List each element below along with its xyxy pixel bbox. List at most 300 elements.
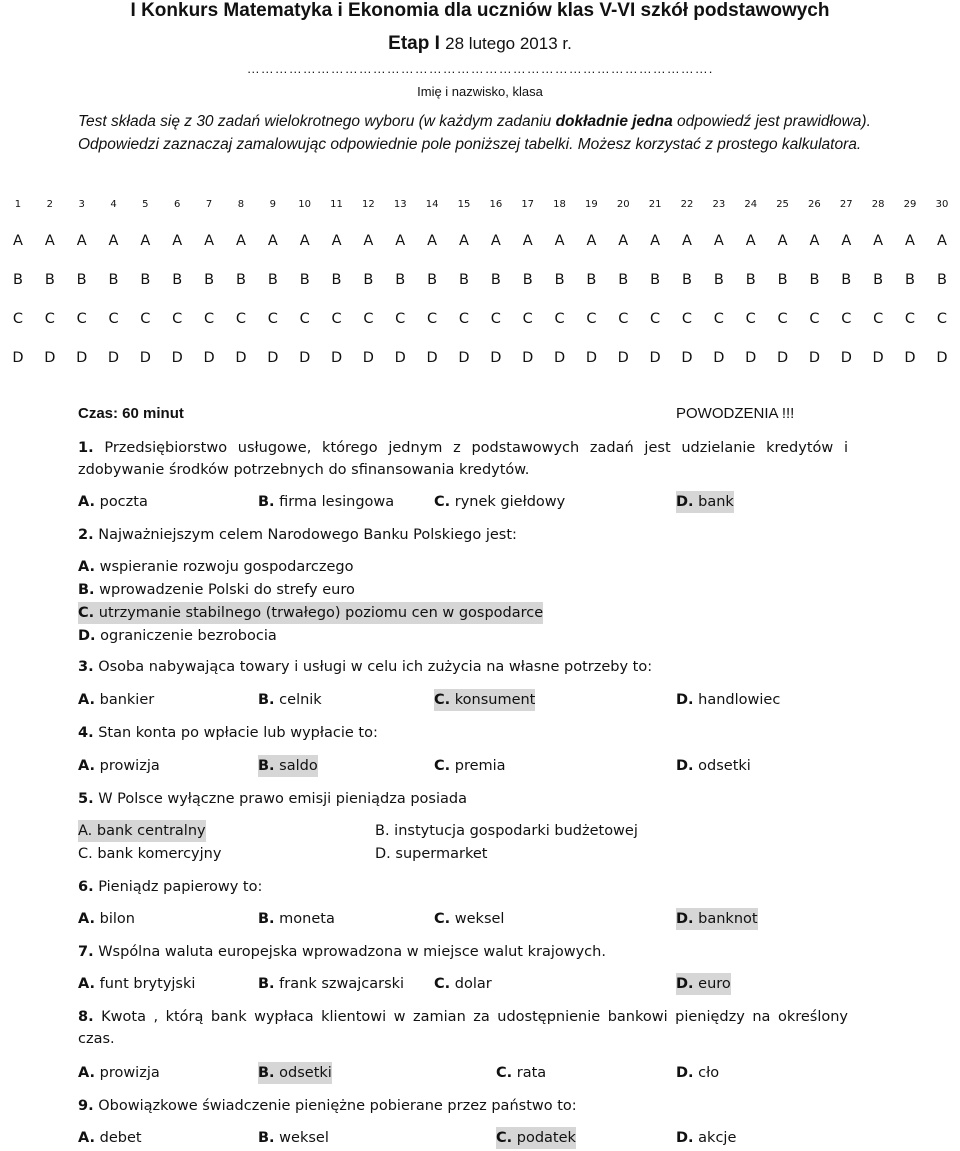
question-2-option-a[interactable]: [78, 556, 878, 578]
option-text: utrzymanie stabilnego (trwałego) poziomu cen w gospodarce: [98, 605, 544, 621]
grid-question-number: 6: [174, 199, 181, 210]
good-luck: POWODZENIA !!!: [676, 405, 795, 422]
option-d[interactable]: [375, 843, 487, 865]
answer-cell-17-a[interactable]: A: [522, 232, 533, 249]
option-letter: A.: [78, 976, 95, 992]
option-letter: C.: [78, 846, 93, 862]
answer-cell-8-a[interactable]: A: [235, 232, 246, 249]
answer-cell-17-b[interactable]: B: [522, 271, 533, 288]
answer-cell-23-d[interactable]: D: [713, 349, 725, 366]
answer-cell-20-a[interactable]: A: [618, 232, 629, 249]
answer-cell-3-c[interactable]: C: [76, 310, 87, 327]
grid-question-number: 27: [839, 199, 853, 210]
grid-row-d: [2, 338, 958, 377]
question-5-options-row2: [78, 843, 878, 865]
option-letter: B.: [258, 758, 275, 774]
answer-cell-10-a[interactable]: A: [299, 232, 310, 249]
option-d[interactable]: [676, 1062, 719, 1084]
option-a[interactable]: [78, 491, 148, 513]
option-b[interactable]: [258, 908, 335, 930]
question-number: 6.: [78, 879, 94, 895]
grid-number-row: [2, 188, 958, 221]
answer-cell-7-b[interactable]: B: [204, 271, 215, 288]
instructions-part1: Test składa się z 30 zadań wielokrotnego wyboru (w każdym zadaniu: [78, 113, 556, 130]
option-b[interactable]: [258, 1127, 329, 1149]
answer-cell-19-b[interactable]: B: [586, 271, 597, 288]
answer-cell-26-c[interactable]: C: [809, 310, 820, 327]
question-5-options-row1: [78, 820, 878, 842]
question-text: Przedsiębiorstwo usługowe, którego jednym z podstawowych zadań jest udzielanie kredytów i zdobywanie środków potrzebnych do sfinansowania kredytów.: [78, 440, 848, 478]
option-d[interactable]: [676, 755, 751, 777]
grid-question-number: 23: [712, 199, 726, 210]
option-letter: D.: [375, 846, 391, 862]
answer-cell-24-a[interactable]: A: [745, 232, 756, 249]
answer-cell-23-a[interactable]: A: [713, 232, 724, 249]
answer-cell-29-c[interactable]: C: [904, 310, 916, 327]
option-text: bank: [698, 494, 734, 510]
option-b[interactable]: [258, 973, 404, 995]
instructions-bold: dokładnie jedna: [555, 113, 673, 130]
option-letter: D.: [676, 494, 694, 510]
option-text: weksel: [454, 911, 505, 927]
answer-cell-27-b[interactable]: B: [841, 271, 852, 288]
option-b[interactable]: [258, 1062, 332, 1084]
question-6: [78, 876, 848, 898]
question-3: [78, 656, 848, 678]
option-letter: B.: [258, 1130, 275, 1146]
answer-cell-18-d[interactable]: D: [553, 349, 566, 366]
grid-question-number: 29: [903, 199, 917, 210]
grid-question-number: 21: [648, 199, 662, 210]
answer-cell-9-d[interactable]: D: [267, 349, 279, 366]
answer-cell-17-c[interactable]: C: [522, 310, 533, 327]
option-a[interactable]: [78, 973, 195, 995]
name-caption: Imię i nazwisko, klasa: [417, 84, 543, 99]
answer-cell-14-d[interactable]: D: [426, 349, 438, 366]
option-text: ograniczenie bezrobocia: [100, 628, 277, 644]
option-text: podatek: [516, 1130, 576, 1146]
option-letter: D.: [676, 911, 694, 927]
answer-cell-1-b[interactable]: B: [12, 271, 23, 288]
grid-question-number: 28: [871, 199, 885, 210]
answer-cell-5-c[interactable]: C: [140, 310, 151, 327]
answer-cell-4-b[interactable]: B: [108, 271, 119, 288]
answer-cell-10-c[interactable]: C: [299, 310, 310, 327]
option-text: debet: [99, 1130, 142, 1146]
grid-question-number: 19: [585, 199, 598, 210]
answer-cell-29-a[interactable]: A: [905, 232, 915, 249]
answer-cell-18-b[interactable]: B: [554, 271, 565, 288]
name-dotted-line: ……………………………………………………………………………………….: [246, 61, 714, 76]
question-2-option-b[interactable]: [78, 579, 878, 601]
question-text: Osoba nabywająca towary i usługi w celu ich zużycia na własne potrzeby to:: [98, 659, 653, 675]
question-text: Pieniądz papierowy to:: [98, 879, 263, 895]
option-letter: D.: [78, 628, 96, 644]
option-text: odsetki: [279, 1065, 332, 1081]
option-text: prowizja: [99, 758, 160, 774]
option-text: akcje: [698, 1130, 737, 1146]
answer-cell-30-b[interactable]: B: [936, 271, 947, 288]
answer-cell-2-c[interactable]: C: [44, 310, 55, 327]
instructions: [78, 110, 878, 156]
grid-question-number: 8: [237, 199, 245, 210]
option-text: handlowiec: [698, 692, 781, 708]
question-2-option-d[interactable]: [78, 625, 878, 647]
answer-cell-22-a[interactable]: A: [682, 232, 692, 249]
grid-question-number: 30: [935, 199, 949, 210]
question-4: [78, 722, 848, 744]
question-number: 5.: [78, 791, 94, 807]
grid-question-number: 12: [362, 199, 375, 210]
grid-question-number: 11: [330, 199, 343, 210]
option-letter: A.: [78, 758, 95, 774]
option-d[interactable]: [676, 1127, 736, 1149]
grid-question-number: 10: [298, 199, 312, 210]
option-letter: D.: [676, 692, 694, 708]
question-text: Najważniejszym celem Narodowego Banku Polskiego jest:: [98, 527, 517, 543]
option-b[interactable]: [258, 755, 318, 777]
time-limit: Czas: 60 minut: [78, 405, 184, 422]
option-letter: B.: [258, 1065, 275, 1081]
option-letter: B.: [258, 494, 275, 510]
stage-line: [0, 33, 960, 55]
answer-cell-9-a[interactable]: A: [267, 232, 278, 249]
question-text: Obowiązkowe świadczenie pieniężne pobierane przez państwo to:: [98, 1098, 577, 1114]
question-2: [78, 524, 848, 546]
answer-cell-18-a[interactable]: A: [554, 232, 565, 249]
question-3-options: [78, 689, 878, 711]
option-letter: B.: [258, 692, 275, 708]
answer-cell-9-b[interactable]: B: [267, 271, 278, 288]
grid-question-number: 5: [142, 199, 149, 210]
option-text: euro: [698, 976, 731, 992]
answer-cell-3-b[interactable]: B: [76, 271, 87, 288]
instructions-part2: odpowiedź jest prawidłowa). Odpowiedzi zaznaczaj zamalowując odpowiednie pole poniższej tabelki. Możesz korzystać z prostego kalkulatora.: [78, 113, 871, 153]
option-a[interactable]: [78, 755, 160, 777]
question-number: 4.: [78, 725, 94, 741]
answer-cell-11-b[interactable]: B: [331, 271, 342, 288]
answer-cell-1-a[interactable]: A: [12, 232, 23, 249]
answer-cell-13-a[interactable]: A: [395, 232, 406, 249]
option-text: moneta: [279, 911, 335, 927]
option-letter: C.: [496, 1130, 513, 1146]
answer-cell-12-c[interactable]: C: [363, 310, 374, 327]
question-number: 3.: [78, 659, 94, 675]
answer-cell-3-d[interactable]: D: [76, 349, 88, 366]
option-letter: A.: [78, 1065, 95, 1081]
option-letter: B.: [78, 582, 95, 598]
option-text: celnik: [279, 692, 322, 708]
question-5: [78, 788, 848, 810]
answer-cell-9-c[interactable]: C: [267, 310, 278, 327]
grid-question-number: 17: [521, 199, 535, 210]
answer-cell-17-d[interactable]: D: [522, 349, 534, 366]
question-text: Stan konta po wpłacie lub wypłacie to:: [98, 725, 378, 741]
answer-cell-26-a[interactable]: A: [809, 232, 820, 249]
question-1: [78, 437, 848, 481]
answer-cell-22-d[interactable]: D: [681, 349, 693, 366]
answer-cell-1-d[interactable]: D: [12, 349, 24, 366]
answer-grid: [2, 188, 958, 377]
option-b[interactable]: [375, 820, 638, 842]
option-letter: B.: [375, 823, 390, 839]
answer-cell-10-d[interactable]: D: [299, 349, 311, 366]
answer-cell-5-d[interactable]: D: [139, 349, 151, 366]
option-d[interactable]: [676, 908, 758, 930]
answer-cell-16-d[interactable]: D: [490, 349, 502, 366]
question-8-options: [78, 1062, 878, 1084]
grid-question-number: 16: [489, 199, 503, 210]
grid-question-number: 14: [425, 199, 439, 210]
answer-cell-8-c[interactable]: C: [235, 310, 246, 327]
answer-cell-15-b[interactable]: B: [458, 271, 469, 288]
option-a[interactable]: [78, 689, 154, 711]
answer-cell-12-a[interactable]: A: [363, 232, 374, 249]
answer-cell-10-b[interactable]: B: [299, 271, 310, 288]
question-text: W Polsce wyłączne prawo emisji pieniądza posiada: [98, 791, 467, 807]
answer-cell-2-d[interactable]: D: [44, 349, 56, 366]
grid-question-number: 13: [393, 199, 407, 210]
option-b[interactable]: [258, 689, 322, 711]
answer-cell-21-d[interactable]: D: [649, 349, 661, 366]
answer-cell-3-a[interactable]: A: [76, 232, 87, 249]
answer-cell-28-c[interactable]: C: [873, 310, 884, 327]
option-a[interactable]: [78, 820, 206, 842]
option-letter: A.: [78, 692, 95, 708]
answer-cell-21-a[interactable]: A: [650, 232, 661, 249]
question-number: 9.: [78, 1098, 94, 1114]
answer-cell-4-a[interactable]: A: [108, 232, 119, 249]
grid-question-number: 25: [776, 199, 789, 210]
answer-cell-25-a[interactable]: A: [777, 232, 788, 249]
answer-cell-24-d[interactable]: D: [745, 349, 757, 366]
option-letter: C.: [434, 494, 451, 510]
answer-cell-11-c[interactable]: C: [331, 310, 342, 327]
option-letter: D.: [676, 1130, 694, 1146]
option-letter: D.: [676, 758, 694, 774]
answer-cell-28-b[interactable]: B: [873, 271, 884, 288]
answer-cell-23-b[interactable]: B: [713, 271, 724, 288]
answer-cell-7-d[interactable]: D: [203, 349, 215, 366]
option-letter: C.: [434, 911, 451, 927]
answer-cell-27-c[interactable]: C: [841, 310, 852, 327]
option-text: supermarket: [395, 846, 488, 862]
answer-cell-12-b[interactable]: B: [363, 271, 374, 288]
option-d[interactable]: [676, 689, 780, 711]
option-letter: A.: [78, 823, 93, 839]
option-text: instytucja gospodarki budżetowej: [394, 823, 638, 839]
answer-cell-30-a[interactable]: A: [937, 232, 947, 249]
option-c[interactable]: [496, 1062, 546, 1084]
option-a[interactable]: [78, 1062, 160, 1084]
option-text: dolar: [454, 976, 492, 992]
answer-cell-28-a[interactable]: A: [873, 232, 884, 249]
answer-cell-23-c[interactable]: C: [713, 310, 724, 327]
option-d[interactable]: [676, 973, 731, 995]
answer-cell-15-c[interactable]: C: [458, 310, 470, 327]
answer-cell-19-d[interactable]: D: [585, 349, 597, 366]
answer-cell-7-c[interactable]: C: [204, 310, 215, 327]
option-letter: A.: [78, 559, 95, 575]
answer-cell-16-b[interactable]: B: [490, 271, 501, 288]
answer-cell-19-c[interactable]: C: [586, 310, 597, 327]
answer-cell-14-a[interactable]: A: [427, 232, 438, 249]
answer-cell-22-c[interactable]: C: [681, 310, 693, 327]
answer-cell-27-d[interactable]: D: [840, 349, 852, 366]
option-text: weksel: [279, 1130, 329, 1146]
answer-cell-13-b[interactable]: B: [395, 271, 406, 288]
answer-cell-13-c[interactable]: C: [395, 310, 406, 327]
option-a[interactable]: [78, 908, 135, 930]
option-c[interactable]: [434, 755, 506, 777]
answer-cell-24-c[interactable]: C: [745, 310, 756, 327]
option-b[interactable]: [258, 491, 394, 513]
answer-cell-14-b[interactable]: B: [427, 271, 438, 288]
answer-cell-6-b[interactable]: B: [172, 271, 183, 288]
question-6-options: [78, 908, 878, 930]
answer-cell-4-d[interactable]: D: [107, 349, 120, 366]
answer-cell-19-a[interactable]: A: [586, 232, 597, 249]
answer-cell-25-c[interactable]: C: [777, 310, 788, 327]
answer-cell-26-b[interactable]: B: [809, 271, 820, 288]
option-letter: D.: [676, 976, 694, 992]
option-letter: A.: [78, 1130, 95, 1146]
answer-cell-25-b[interactable]: B: [777, 271, 788, 288]
answer-cell-18-c[interactable]: C: [554, 310, 565, 327]
answer-cell-8-b[interactable]: B: [235, 271, 246, 288]
answer-cell-21-b[interactable]: B: [650, 271, 661, 288]
option-text: firma lesingowa: [279, 494, 395, 510]
question-8: [78, 1006, 848, 1050]
grid-question-number: 4: [110, 199, 117, 210]
answer-cell-12-d[interactable]: D: [362, 349, 374, 366]
answer-cell-4-c[interactable]: C: [108, 310, 119, 327]
option-d[interactable]: [676, 491, 734, 513]
grid-question-number: 9: [269, 199, 276, 210]
answer-cell-15-d[interactable]: D: [458, 349, 470, 366]
grid-question-number: 15: [457, 199, 471, 210]
answer-cell-14-c[interactable]: C: [427, 310, 438, 327]
option-c[interactable]: [434, 973, 492, 995]
question-2-option-c[interactable]: [78, 602, 878, 624]
answer-cell-21-c[interactable]: C: [650, 310, 661, 327]
answer-cell-27-a[interactable]: A: [841, 232, 852, 249]
option-text: rynek giełdowy: [454, 494, 566, 510]
option-c[interactable]: [496, 1127, 576, 1149]
option-letter: B.: [258, 976, 275, 992]
stage-label: Etap I: [388, 33, 440, 54]
answer-cell-6-c[interactable]: C: [172, 310, 183, 327]
option-text: odsetki: [698, 758, 751, 774]
option-text: prowizja: [99, 1065, 160, 1081]
grid-question-number: 18: [553, 199, 566, 210]
answer-cell-15-a[interactable]: A: [459, 232, 469, 249]
option-text: banknot: [698, 911, 758, 927]
option-letter: D.: [676, 1065, 694, 1081]
answer-cell-7-a[interactable]: A: [204, 232, 215, 249]
option-letter: B.: [258, 911, 275, 927]
option-text: premia: [454, 758, 506, 774]
answer-cell-29-d[interactable]: D: [904, 349, 916, 366]
question-text: Wspólna waluta europejska wprowadzona w miejsce walut krajowych.: [98, 944, 606, 960]
option-c[interactable]: [78, 843, 221, 865]
option-c[interactable]: [434, 491, 565, 513]
answer-cell-24-b[interactable]: B: [745, 271, 756, 288]
answer-cell-16-a[interactable]: A: [490, 232, 501, 249]
option-text: wprowadzenie Polski do strefy euro: [99, 582, 355, 598]
option-a[interactable]: [78, 1127, 142, 1149]
option-text: bank komercyjny: [97, 846, 222, 862]
answer-cell-11-d[interactable]: D: [330, 349, 343, 366]
answer-cell-30-d[interactable]: D: [936, 349, 948, 366]
answer-cell-2-b[interactable]: B: [44, 271, 55, 288]
answer-cell-16-c[interactable]: C: [490, 310, 501, 327]
option-text: frank szwajcarski: [279, 976, 405, 992]
answer-cell-20-c[interactable]: C: [618, 310, 629, 327]
answer-cell-5-b[interactable]: B: [140, 271, 151, 288]
answer-cell-20-d[interactable]: D: [617, 349, 629, 366]
grid-question-number: 2: [46, 199, 53, 210]
answer-cell-26-d[interactable]: D: [808, 349, 820, 366]
answer-cell-6-d[interactable]: D: [171, 349, 183, 366]
option-text: cło: [698, 1065, 720, 1081]
grid-row-b: [2, 260, 958, 299]
answer-cell-20-b[interactable]: B: [618, 271, 629, 288]
option-text: bilon: [99, 911, 135, 927]
answer-cell-2-a[interactable]: A: [44, 232, 55, 249]
option-c[interactable]: [434, 689, 535, 711]
option-text: saldo: [279, 758, 318, 774]
grid-question-number: 26: [808, 199, 821, 210]
grid-question-number: 20: [616, 199, 630, 210]
answer-cell-11-a[interactable]: A: [331, 232, 342, 249]
answer-cell-8-d[interactable]: D: [235, 349, 247, 366]
stage-date: 28 lutego 2013 r.: [445, 34, 572, 53]
question-7-options: [78, 973, 878, 995]
question-number: 7.: [78, 944, 94, 960]
option-text: wspieranie rozwoju gospodarczego: [99, 559, 354, 575]
option-letter: C.: [496, 1065, 513, 1081]
answer-cell-6-a[interactable]: A: [172, 232, 183, 249]
question-number: 1.: [78, 440, 94, 456]
grid-question-number: 24: [744, 199, 758, 210]
answer-cell-25-d[interactable]: D: [776, 349, 789, 366]
question-1-options: [78, 491, 878, 513]
grid-question-number: 7: [205, 199, 213, 210]
option-letter: C.: [434, 976, 451, 992]
question-9: [78, 1095, 848, 1117]
option-c[interactable]: [434, 908, 504, 930]
answer-cell-30-c[interactable]: C: [936, 310, 948, 327]
answer-cell-5-a[interactable]: A: [140, 232, 151, 249]
answer-cell-28-d[interactable]: D: [872, 349, 884, 366]
option-text: rata: [516, 1065, 547, 1081]
option-text: bank centralny: [96, 823, 206, 839]
question-9-options: [78, 1127, 878, 1149]
answer-cell-22-b[interactable]: B: [682, 271, 692, 288]
option-text: bankier: [99, 692, 155, 708]
option-letter: C.: [434, 758, 451, 774]
answer-cell-1-c[interactable]: C: [12, 310, 23, 327]
question-number: 8.: [78, 1009, 94, 1025]
option-text: funt brytyjski: [99, 976, 196, 992]
question-text: Kwota , którą bank wypłaca klientowi w zamian za udostępnienie bankowi pieniędzy na określony czas.: [78, 1009, 848, 1047]
question-4-options: [78, 755, 878, 777]
answer-cell-13-d[interactable]: D: [394, 349, 406, 366]
option-letter: C.: [434, 692, 451, 708]
contest-title: I Konkurs Matematyka i Ekonomia dla uczniów klas V-VI szkół podstawowych: [130, 0, 830, 21]
answer-cell-29-b[interactable]: B: [905, 271, 915, 288]
